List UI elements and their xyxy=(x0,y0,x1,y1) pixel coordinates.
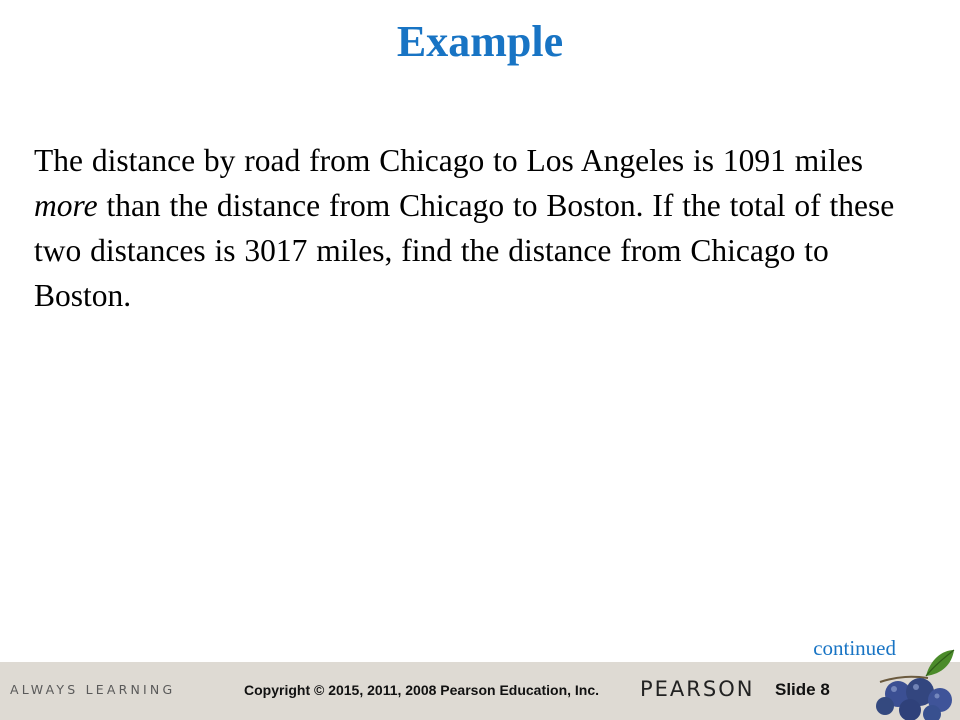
footer-tagline: ALWAYS LEARNING xyxy=(10,682,176,697)
problem-text-part1: The distance by road from Chicago to Los Angeles is 1091 miles xyxy=(34,143,863,178)
footer-bar xyxy=(0,662,960,720)
problem-text-emphasis: more xyxy=(34,188,98,223)
continued-label: continued xyxy=(813,636,896,660)
footer-copyright: Copyright © 2015, 2011, 2008 Pearson Education, Inc. xyxy=(244,682,600,698)
pearson-logo: PEARSON xyxy=(640,677,755,701)
blueberry-icon xyxy=(868,642,960,720)
slide-title: Example xyxy=(396,17,564,66)
problem-text xyxy=(34,138,934,318)
problem-text-part2: than the distance from Chicago to Boston. If the total of these two distances is 3017 miles, find the distance from Chicago to Boston. xyxy=(34,188,895,313)
slide-number: Slide 8 xyxy=(775,680,830,699)
